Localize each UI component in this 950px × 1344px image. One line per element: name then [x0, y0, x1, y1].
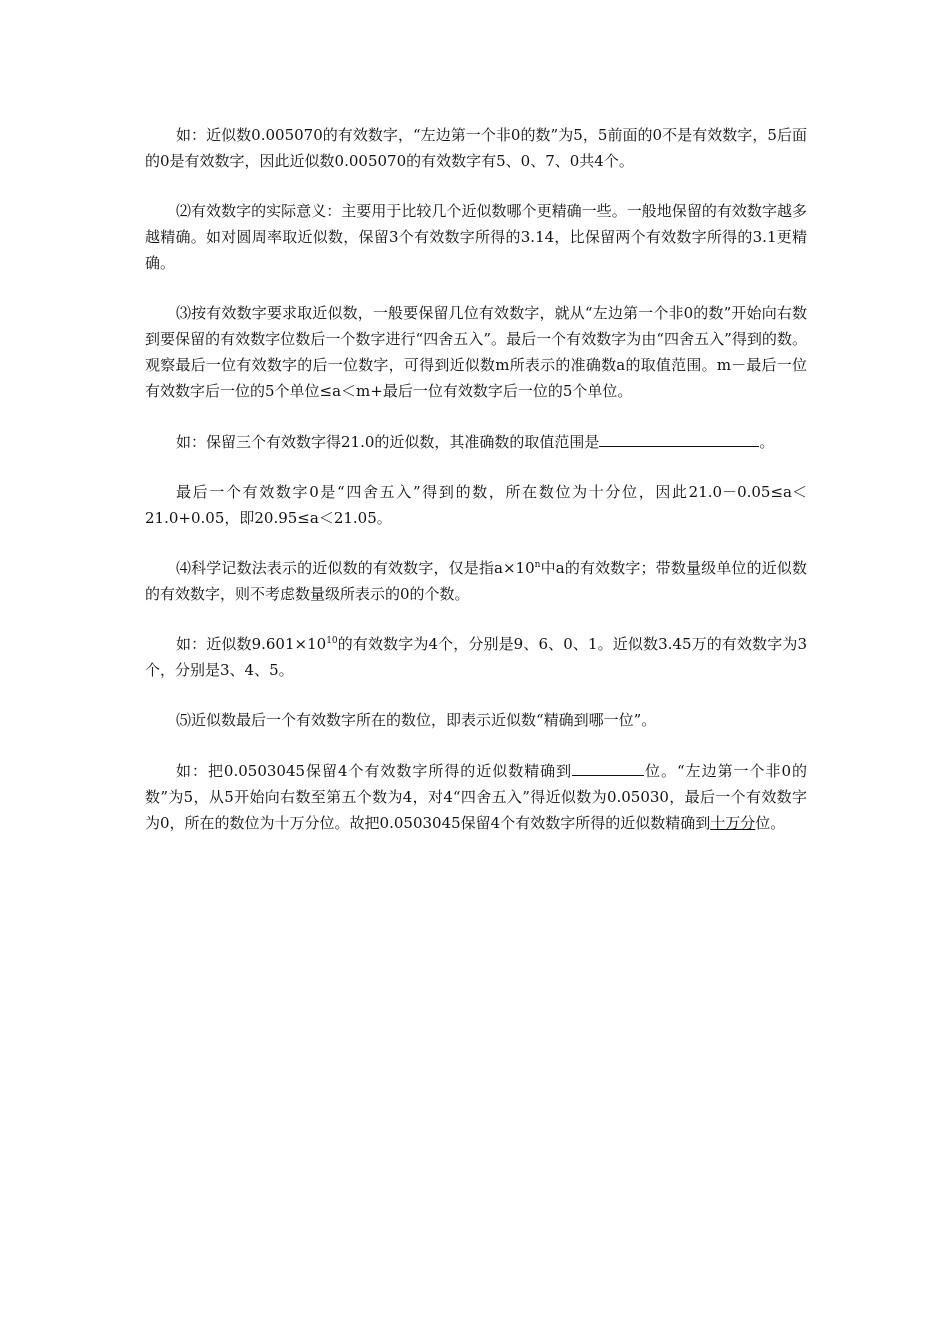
- example-paragraph-4: [145, 757, 807, 836]
- section-4-text-a: ⑷科学记数法表示的近似数的有效数字，仅是指a×10: [176, 559, 535, 577]
- answer-blank-2: [572, 757, 644, 776]
- exponent-n: n: [534, 560, 541, 570]
- example-3-text-a: 如：近似数9.601×10: [176, 635, 327, 653]
- section-5-paragraph: ⑸近似数最后一个有效数字所在的数位，即表示近似数“精确到哪一位”。: [176, 711, 657, 729]
- example-paragraph-2: [145, 428, 807, 455]
- exponent-10: 10: [326, 636, 338, 646]
- section-4-text-b: 中a的有效数字；带数量级单位的近似数的有效数字，则不考虑数量级所表示的0的个数。: [145, 559, 807, 603]
- example-2-text: 如：保留三个有效数字得21.0的近似数，其准确数的取值范围是: [176, 433, 600, 451]
- section-4-paragraph: [145, 555, 807, 607]
- explanation-paragraph: 最后一个有效数字0是“四舍五入”得到的数，所在数位为十分位，因此21.0－0.05≤a＜21.0+0.05，即20.95≤a＜21.05。: [145, 483, 807, 527]
- example-2-end: 。: [759, 433, 775, 451]
- underlined-answer: 十万分: [710, 814, 756, 832]
- example-4-text-a: 如：把0.0503045保留4个有效数字所得的近似数精确到: [176, 762, 573, 780]
- example-3-text-b: 的有效数字为4个，分别是9、6、0、1。近似数3.45万的有效数字为3个，分别是3、4、5。: [145, 635, 807, 679]
- example-paragraph-1: 如：近似数0.005070的有效数字，“左边第一个非0的数”为5，5前面的0不是有效数字，5后面的0是有效数字，因此近似数0.005070的有效数字有5、0、7、0共4个。: [145, 126, 807, 170]
- example-4-text-b: 位。“左边第一个非0的数”为5，从5开始向右数至第五个数为4，对4“四舍五入”得近似数为0.05030，最后一个有效数字为0，所在的数位为十万分位。故把0.0503045保留4个有效数字所得的近似数精确到: [145, 762, 807, 832]
- section-2-paragraph: ⑵有效数字的实际意义：主要用于比较几个近似数哪个更精确一些。一般地保留的有效数字越多越精确。如对圆周率取近似数，保留3个有效数字所得的3.14，比保留两个有效数字所得的3.1更精确。: [145, 202, 807, 272]
- answer-blank: [599, 428, 759, 447]
- example-4-text-c: 位。: [755, 814, 786, 832]
- document-page: [145, 122, 807, 860]
- example-paragraph-3: [145, 631, 807, 683]
- section-3-paragraph: ⑶按有效数字要求取近似数，一般要保留几位有效数字，就从“左边第一个非0的数”开始向右数到要保留的有效数字位数后一个数字进行“四舍五入”。最后一个有效数字为由“四舍五入”得到的数。观察最后一位有效数字的后一位数字，可得到近似数m所表示的准确数a的取值范围。m－最后一位有效数字后一位的5个单位≤a＜m+最后一位有效数字后一位的5个单位。: [145, 304, 807, 400]
